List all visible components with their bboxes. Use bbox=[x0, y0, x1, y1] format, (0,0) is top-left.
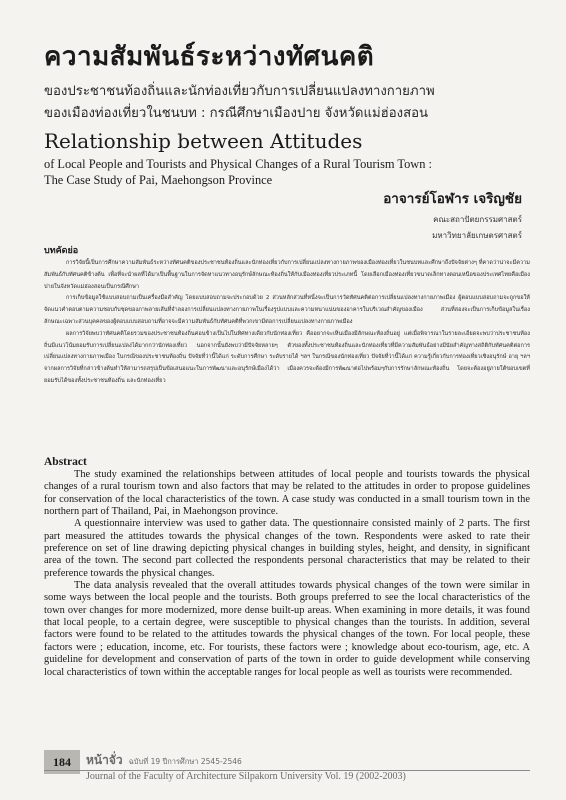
author-name: อาจารย์โอฬาร เจริญชัย bbox=[383, 191, 522, 207]
english-abstract-paragraph: A questionnaire interview was used to gather data. The questionnaire consisted mainly of 2 parts. The first part measured the attitudes towards the physical changes of the town. Respondents were asked to rate their preference on set of line drawing depicting physical changes in building styles, height, and density, in significant area of the town. The second part collected the respondents personal characteristics that may be related to their preference towards the physical changes. bbox=[44, 518, 530, 579]
page-title-thai: ความสัมพันธ์ระหว่างทัศนคติ bbox=[44, 42, 375, 72]
subtitle-english-line-1: of Local People and Tourists and Physical Changes of a Rural Tourism Town : bbox=[44, 157, 432, 171]
author-university: มหาวิทยาลัยเกษตรศาสตร์ bbox=[432, 231, 522, 240]
thai-abstract-heading: บทคัดย่อ bbox=[44, 246, 79, 256]
thai-abstract-paragraph: ผลการวิจัยพบว่าทัศนคติโดยรวมของประชาชนท้องถิ่นค่อนข้างเป็นไปในทิศทางเดียวกับนักท่องเที่ยว คืออยากจะเห็นเมืองมีลักษณะท้องถิ่นอยู่ แต่เมื่อพิจารณาในรายละเอียดจะพบว่าประชาชนท้องถิ่นมีแนวโน้มยอมรับการเปลี่ยนแปลงได้มากกว่านักท่องเที่ยว นอกจากนั้นยังพบว่ามีปัจจัยหลายๆ ตัวของทั้งประชาชนท้องถิ่นและนักท่องเที่ยวที่มีความสัมพันธ์อย่างมีนัยสำคัญทางสถิติกับทัศนคติต่อการเปลี่ยนแปลงทางกายภาพเมือง ในกรณีของประชาชนท้องถิ่น ปัจจัยที่ว่านี้ได้แก่ ระดับการศึกษา ระดับรายได้ ฯลฯ ในกรณีของนักท่องเที่ยว ปัจจัยที่ว่านี้ได้แก่ ความรู้เกี่ยวกับการท่องเที่ยวเชิงอนุรักษ์ อายุ ฯลฯ จากผลการวิจัยที่กล่าวข้างต้นทำให้สามารถสรุปเป็นข้อเสนอแนะในการพัฒนาและอนุรักษ์เมืองได้ว่า เมืองควรจะต้องมีการพัฒนาต่อไปพร้อมๆกับการรักษาลักษณะท้องถิ่น โดยจะต้องอยู่ภายใต้ขอบเขตที่ยอมรับได้ของทั้งประชาชนท้องถิ่น และนักท่องเที่ยว bbox=[44, 330, 530, 384]
subtitle-english-line-2: The Case Study of Pai, Maehongson Province bbox=[44, 173, 273, 187]
page-number: 184 bbox=[44, 750, 80, 774]
subtitle-thai-line-2: ของเมืองท่องเที่ยวในชนบท : กรณีศึกษาเมืองปาย จังหวัดแม่ฮ่องสอน bbox=[44, 106, 429, 121]
english-abstract-body bbox=[44, 469, 530, 679]
english-abstract-paragraph: The study examined the relationships between attitudes of local people and tourists towards the physical changes of a rural tourism town and also factors that may be related to the attitudes in order to propose guidelines for conservation of the local characteristics of the town. A case study was conducted in a small tourism town in the northern part of Thailand, Pai, in Maehongson province. bbox=[44, 469, 530, 518]
journal-name-thai: หน้าจั่ว bbox=[86, 753, 123, 767]
english-abstract-paragraph: The data analysis revealed that the overall attitudes towards physical changes of the town were similar in some ways between the local people and the tourists. Both groups preferred to see the local characteristics of the town over changes for more modernized, more dense built-up areas. When examining in more details, it was found that local people, to a certain degree, were susceptible to physical changes than the tourists. In addition, several factors were found to be related to the attitudes towards the physical changes of the town. For local people, these factors were ; education, income, etc. For tourists, these factors were ; knowledge about eco-tourism, age, etc. A guideline for development and conservation of parts of the town in order to guide development while conserving local characteristics of town within the acceptable ranges for local people as well as tourists were recommended. bbox=[44, 580, 530, 678]
thai-abstract-paragraph: การเก็บข้อมูลใช้แบบสอบถามเป็นเครื่องมือสำคัญ โดยแบบสอบถามจะประกอบด้วย 2 ส่วนหลักส่วนที่หนึ่งจะเป็นการวัดทัศนคติต่อการเปลี่ยนแปลงทางกายภาพเมือง ผู้ตอบแบบสอบถามจะถูกขอให้จัดแนวคำตอบตามความชอบกับชุดของภาพลายเส้นที่จำลองการเปลี่ยนแปลงทางกายภาพในเรื่องรูปแบบและความหนาแน่นของอาคารในบริเวณสำคัญของเมือง ส่วนที่สองจะเป็นการเก็บข้อมูลในเรื่องลักษณะเฉพาะส่วนบุคคลของผู้ตอบแบบสอบถามที่อาจจะมีความสัมพันธ์กับทัศนคติที่พวกเขามีต่อการเปลี่ยนแปลงทางกายภาพเมือง bbox=[44, 295, 530, 325]
footer-journal-english: Journal of the Faculty of Architecture Silpakorn University Vol. 19 (2002-2003) bbox=[86, 771, 406, 782]
footer-journal-thai bbox=[86, 749, 242, 770]
page-title-english: Relationship between Attitudes bbox=[44, 129, 363, 153]
thai-abstract-body bbox=[44, 258, 530, 388]
subtitle-thai-line-1: ของประชาชนท้องถิ่นและนักท่องเที่ยวกับการเปลี่ยนแปลงทางกายภาพ bbox=[44, 84, 435, 99]
issue-info-thai: ฉบับที่ 19 ปีการศึกษา 2545-2546 bbox=[128, 757, 242, 766]
english-abstract-heading: Abstract bbox=[44, 456, 87, 468]
thai-abstract-paragraph: การวิจัยนี้เป็นการศึกษาความสัมพันธ์ระหว่างทัศนคติของประชาชนท้องถิ่นและนักท่องเที่ยวกับการเปลี่ยนแปลงทางกายภาพของเมืองท่องเที่ยวในชนบทและศึกษาถึงปัจจัยต่างๆ ที่คาดว่าน่าจะมีความสัมพันธ์กับทัศนคติข้างต้น เพื่อที่จะนำผลที่ได้มาเป็นพื้นฐานในการจัดหาแนวทางอนุรักษ์ลักษณะท้องถิ่นให้กับเมืองท่องเที่ยวประเภทนี้ โดยเลือกเมืองท่องเที่ยวขนาดเล็กทางตอนเหนือของประเทศไทยคือเมืองปายในจังหวัดแม่ฮ่องสอนเป็นกรณีศึกษา bbox=[44, 260, 530, 290]
author-faculty: คณะสถาปัตยกรรมศาสตร์ bbox=[433, 215, 522, 224]
